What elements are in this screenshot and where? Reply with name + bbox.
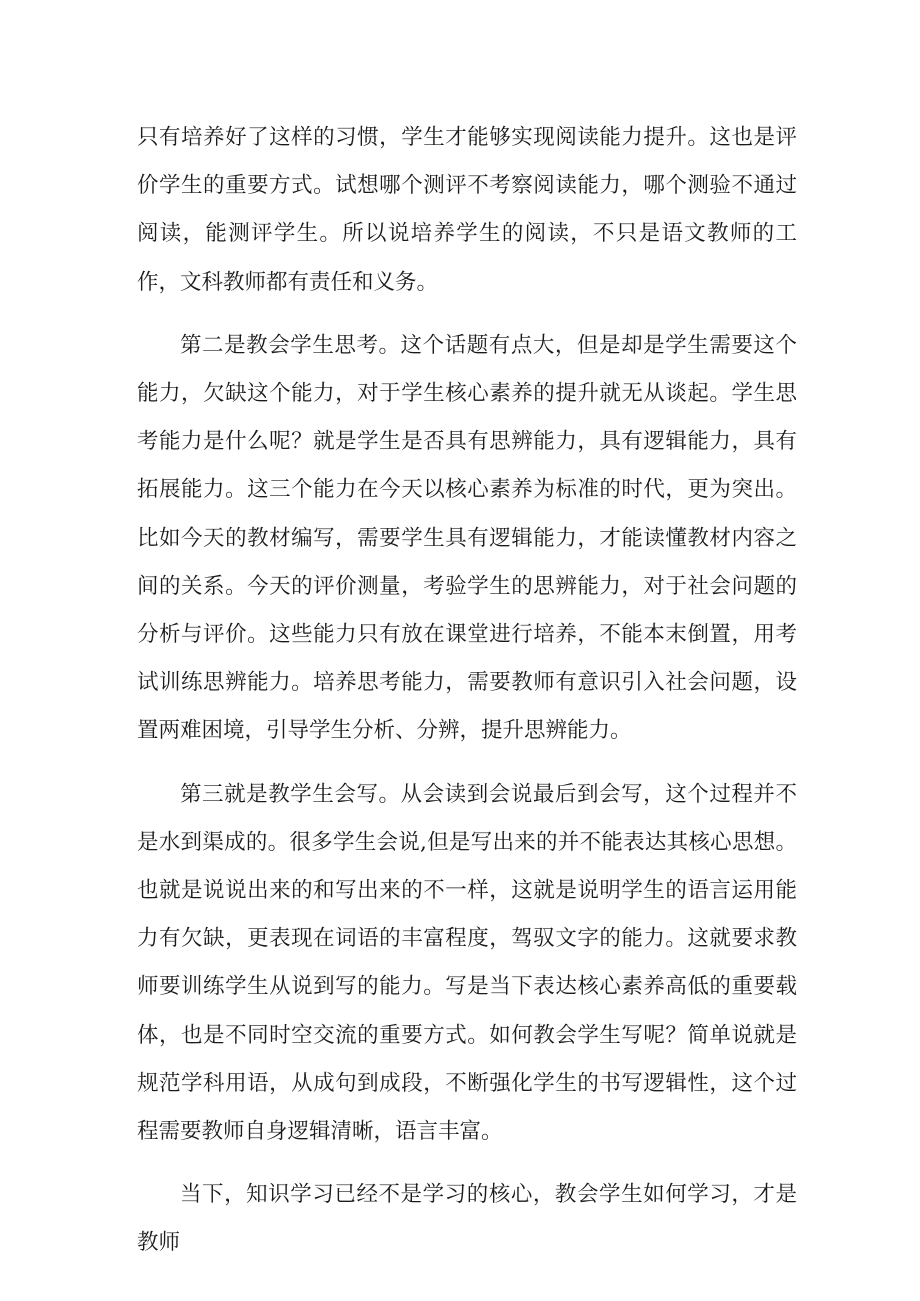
paragraph-teach-thinking: 第二是教会学生思考。这个话题有点大，但是却是学生需要这个能力，欠缺这个能力，对于学生核心素养的提升就无从谈起。学生思考能力是什么呢？就是学生是否具有思辨能力，具有逻辑能力，具有拓展能力。这三个能力在今天以核心素养为标准的时代，更为突出。比如今天的教材编写，需要学生具有逻辑能力，才能读懂教材内容之间的关系。今天的评价测量，考验学生的思辨能力，对于社会问题的分析与评价。这些能力只有放在课堂进行培养，不能本末倒置，用考试训练思辨能力。培养思考能力，需要教师有意识引入社会问题，设置两难困境，引导学生分析、分辨，提升思辨能力。 [137,332,797,744]
paragraph-conclusion-start: 当下，知识学习已经不是学习的核心，教会学生如何学习，才是教师 [137,1182,797,1256]
paragraph-reading-habit: 只有培养好了这样的习惯，学生才能够实现阅读能力提升。这也是评价学生的重要方式。试想哪个测评不考察阅读能力，哪个测验不通过阅读，能测评学生。所以说培养学生的阅读，不只是语文教师的工作，文科教师都有责任和义务。 [137,125,797,295]
document-body [137,114,797,1283]
paragraph-teach-writing: 第三就是教学生会写。从会读到会说最后到会写，这个过程并不是水到渠成的。很多学生会说,但是写出来的并不能表达其核心思想。也就是说说出来的和写出来的不一样，这就是说明学生的语言运用能力有欠缺，更表现在词语的丰富程度，驾驭文字的能力。这就要求教师要训练学生从说到写的能力。写是当下表达核心素养高低的重要载体，也是不同时空交流的重要方式。如何教会学生写呢？简单说就是规范学科用语，从成句到成段，不断强化学生的书写逻辑性，这个过程需要教师自身逻辑清晰，语言丰富。 [137,781,797,1145]
